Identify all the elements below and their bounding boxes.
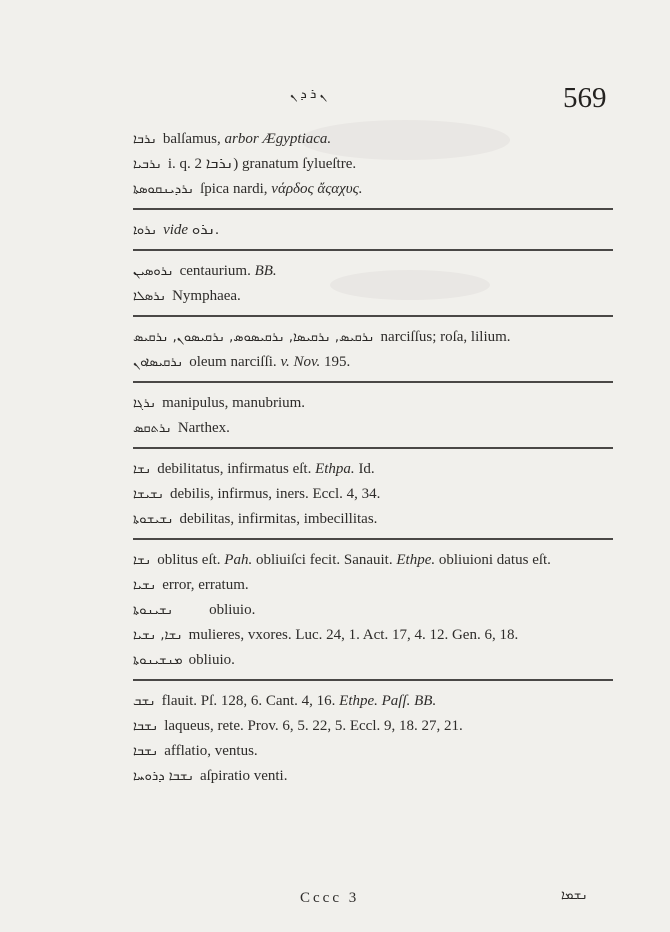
entry-tail: 195. [320, 354, 351, 370]
entry-line [133, 177, 613, 202]
entry-text: centaurium. [179, 263, 255, 279]
entry-line [133, 391, 613, 416]
syriac-headword: ܢܪܓܐ [133, 396, 157, 411]
entry-line [133, 573, 613, 598]
syriac-headword: ܢܪܩܝܣ, ܢܪܩܝܣܐ, ܢܪܩܝܣܘܣ, ܢܪܩܝܣܘܢ, ܢܪܩܝܣ [133, 330, 375, 345]
entry-italic: vide [163, 222, 189, 238]
syriac-headword: ܢܪܒܐ [133, 132, 157, 147]
syriac-headword: ܢܪܬܩܣ [133, 421, 172, 436]
entry-line [133, 284, 613, 309]
syriac-headword: ܡܢܫܝܢܘܬܐ [133, 653, 183, 668]
entry-text: debilitatus, infirmatus eſt. [157, 461, 316, 477]
entry-text: i. q. ܢܪܒܐ 2) granatum ſylueſtre. [167, 156, 357, 172]
syriac-headword: ܢܫܝܫܐ [133, 487, 164, 502]
section-divider [133, 208, 613, 210]
catchword: ܢܫܡܐ [561, 888, 588, 903]
syriac-headword: ܢܫܒ [133, 694, 156, 709]
syriac-headword: ܢܫܝܐ [133, 578, 157, 593]
entry-text: aſpiratio venti. [199, 768, 288, 784]
entry-text: ܢܪܘ. [188, 222, 219, 238]
syriac-headword: ܢܫܒܐ [133, 744, 159, 759]
entry-line [133, 416, 613, 441]
syriac-headword: ܢܪܣܠܐ [133, 289, 167, 304]
syriac-headword: ܢܫܒܐ ܕܪܘܚܐ [133, 769, 194, 784]
entry-text: Narthex. [177, 420, 230, 436]
signature-mark: Cccc 3 [300, 890, 360, 906]
entry-italic: BB. [254, 263, 277, 279]
syriac-headword: ܢܪܕܝܢܩܘܣܬܐ [133, 182, 195, 197]
entry-text: manipulus, manubrium. [162, 395, 306, 411]
entry-line [133, 714, 613, 739]
entry-italic: arbor Ægyptiaca. [224, 131, 332, 147]
entry-line [133, 739, 613, 764]
entry-italic: Ethpe. Paſſ. BB. [339, 693, 437, 709]
syriac-headword: ܢܪܘܣܝܢ [133, 264, 174, 279]
entry-text: debilis, infirmus, iners. Eccl. 4, 34. [169, 486, 381, 502]
entry-tail: obliuiſci fecit. Sanauit. [252, 552, 397, 568]
entry-italic: Pah. [224, 552, 253, 568]
syriac-headword: ܢܫܐ, ܢܫܝܐ [133, 628, 183, 643]
section-divider [133, 315, 613, 317]
syriac-headword: ܢܫܝܫܘܬܐ [133, 512, 174, 527]
entry-text: error, erratum. [162, 577, 249, 593]
greek-gloss: νάρδος ἄςαχυς. [271, 181, 363, 197]
entry-line [133, 507, 613, 532]
entry-text: oblitus eſt. [157, 552, 225, 568]
entry-italic-2: Ethpe. [396, 552, 436, 568]
syriac-headword: ܢܪܒܝܐ [133, 157, 162, 172]
entry-line [133, 127, 613, 152]
entry-line [133, 623, 613, 648]
entry-tail-2: obliuioni datus eſt. [435, 552, 551, 568]
entry-italic: v. Nov. [280, 354, 321, 370]
section-divider [133, 679, 613, 681]
section-divider [133, 447, 613, 449]
entry-text: narciſſus; roſa, lilium. [380, 329, 511, 345]
entry-line [133, 457, 613, 482]
syriac-headword: ܢܫܒܐ [133, 719, 159, 734]
section-divider [133, 381, 613, 383]
section-divider [133, 249, 613, 251]
entry-line [133, 548, 613, 573]
entry-line [133, 350, 613, 375]
entry-text: mulieres, vxores. Luc. 24, 1. Act. 17, 4. 12. Gen. 6, 18. [188, 627, 519, 643]
entry-tail: Id. [354, 461, 375, 477]
entry-text: debilitas, infirmitas, imbecillitas. [179, 511, 378, 527]
syriac-headword: ܢܫܐ [133, 553, 152, 568]
entries [133, 127, 613, 789]
entry-line [133, 689, 613, 714]
syriac-headword: ܢܫܝܢܘܬܐ [133, 603, 174, 618]
entry-text: afflatio, ventus. [164, 743, 258, 759]
syriac-headword: ܢܫܐ [133, 462, 152, 477]
entry-text: ſpica nardi, [200, 181, 272, 197]
entry-text: obliuio. [188, 652, 235, 668]
entry-line [133, 325, 613, 350]
entry-line [133, 598, 613, 623]
entry-line [133, 259, 613, 284]
entry-text: laqueus, rete. Prov. 6, 5. 22, 5. Eccl. 9, 18. 27, 21. [164, 718, 463, 734]
entry-text: oleum narciſſi. [189, 354, 281, 370]
section-divider [133, 538, 613, 540]
page-number: 569 [563, 82, 607, 114]
syriac-headword: ܢܪܘܐ [133, 223, 158, 238]
syriac-headword: ܢܪܩܝܣܐܘܢ [133, 355, 184, 370]
running-head: ܢ ܪ ܕ ܢ [290, 86, 327, 101]
entry-text: flauit. Pſ. 128, 6. Cant. 4, 16. [161, 693, 340, 709]
entry-line [133, 218, 613, 243]
entry-line [133, 764, 613, 789]
entry-line [133, 648, 613, 673]
entry-line [133, 152, 613, 177]
entry-text: Nymphaea. [172, 288, 241, 304]
entry-text: balſamus, [162, 131, 225, 147]
entry-italic: Ethpa. [315, 461, 355, 477]
entry-text: obliuio. [209, 602, 256, 618]
entry-line [133, 482, 613, 507]
